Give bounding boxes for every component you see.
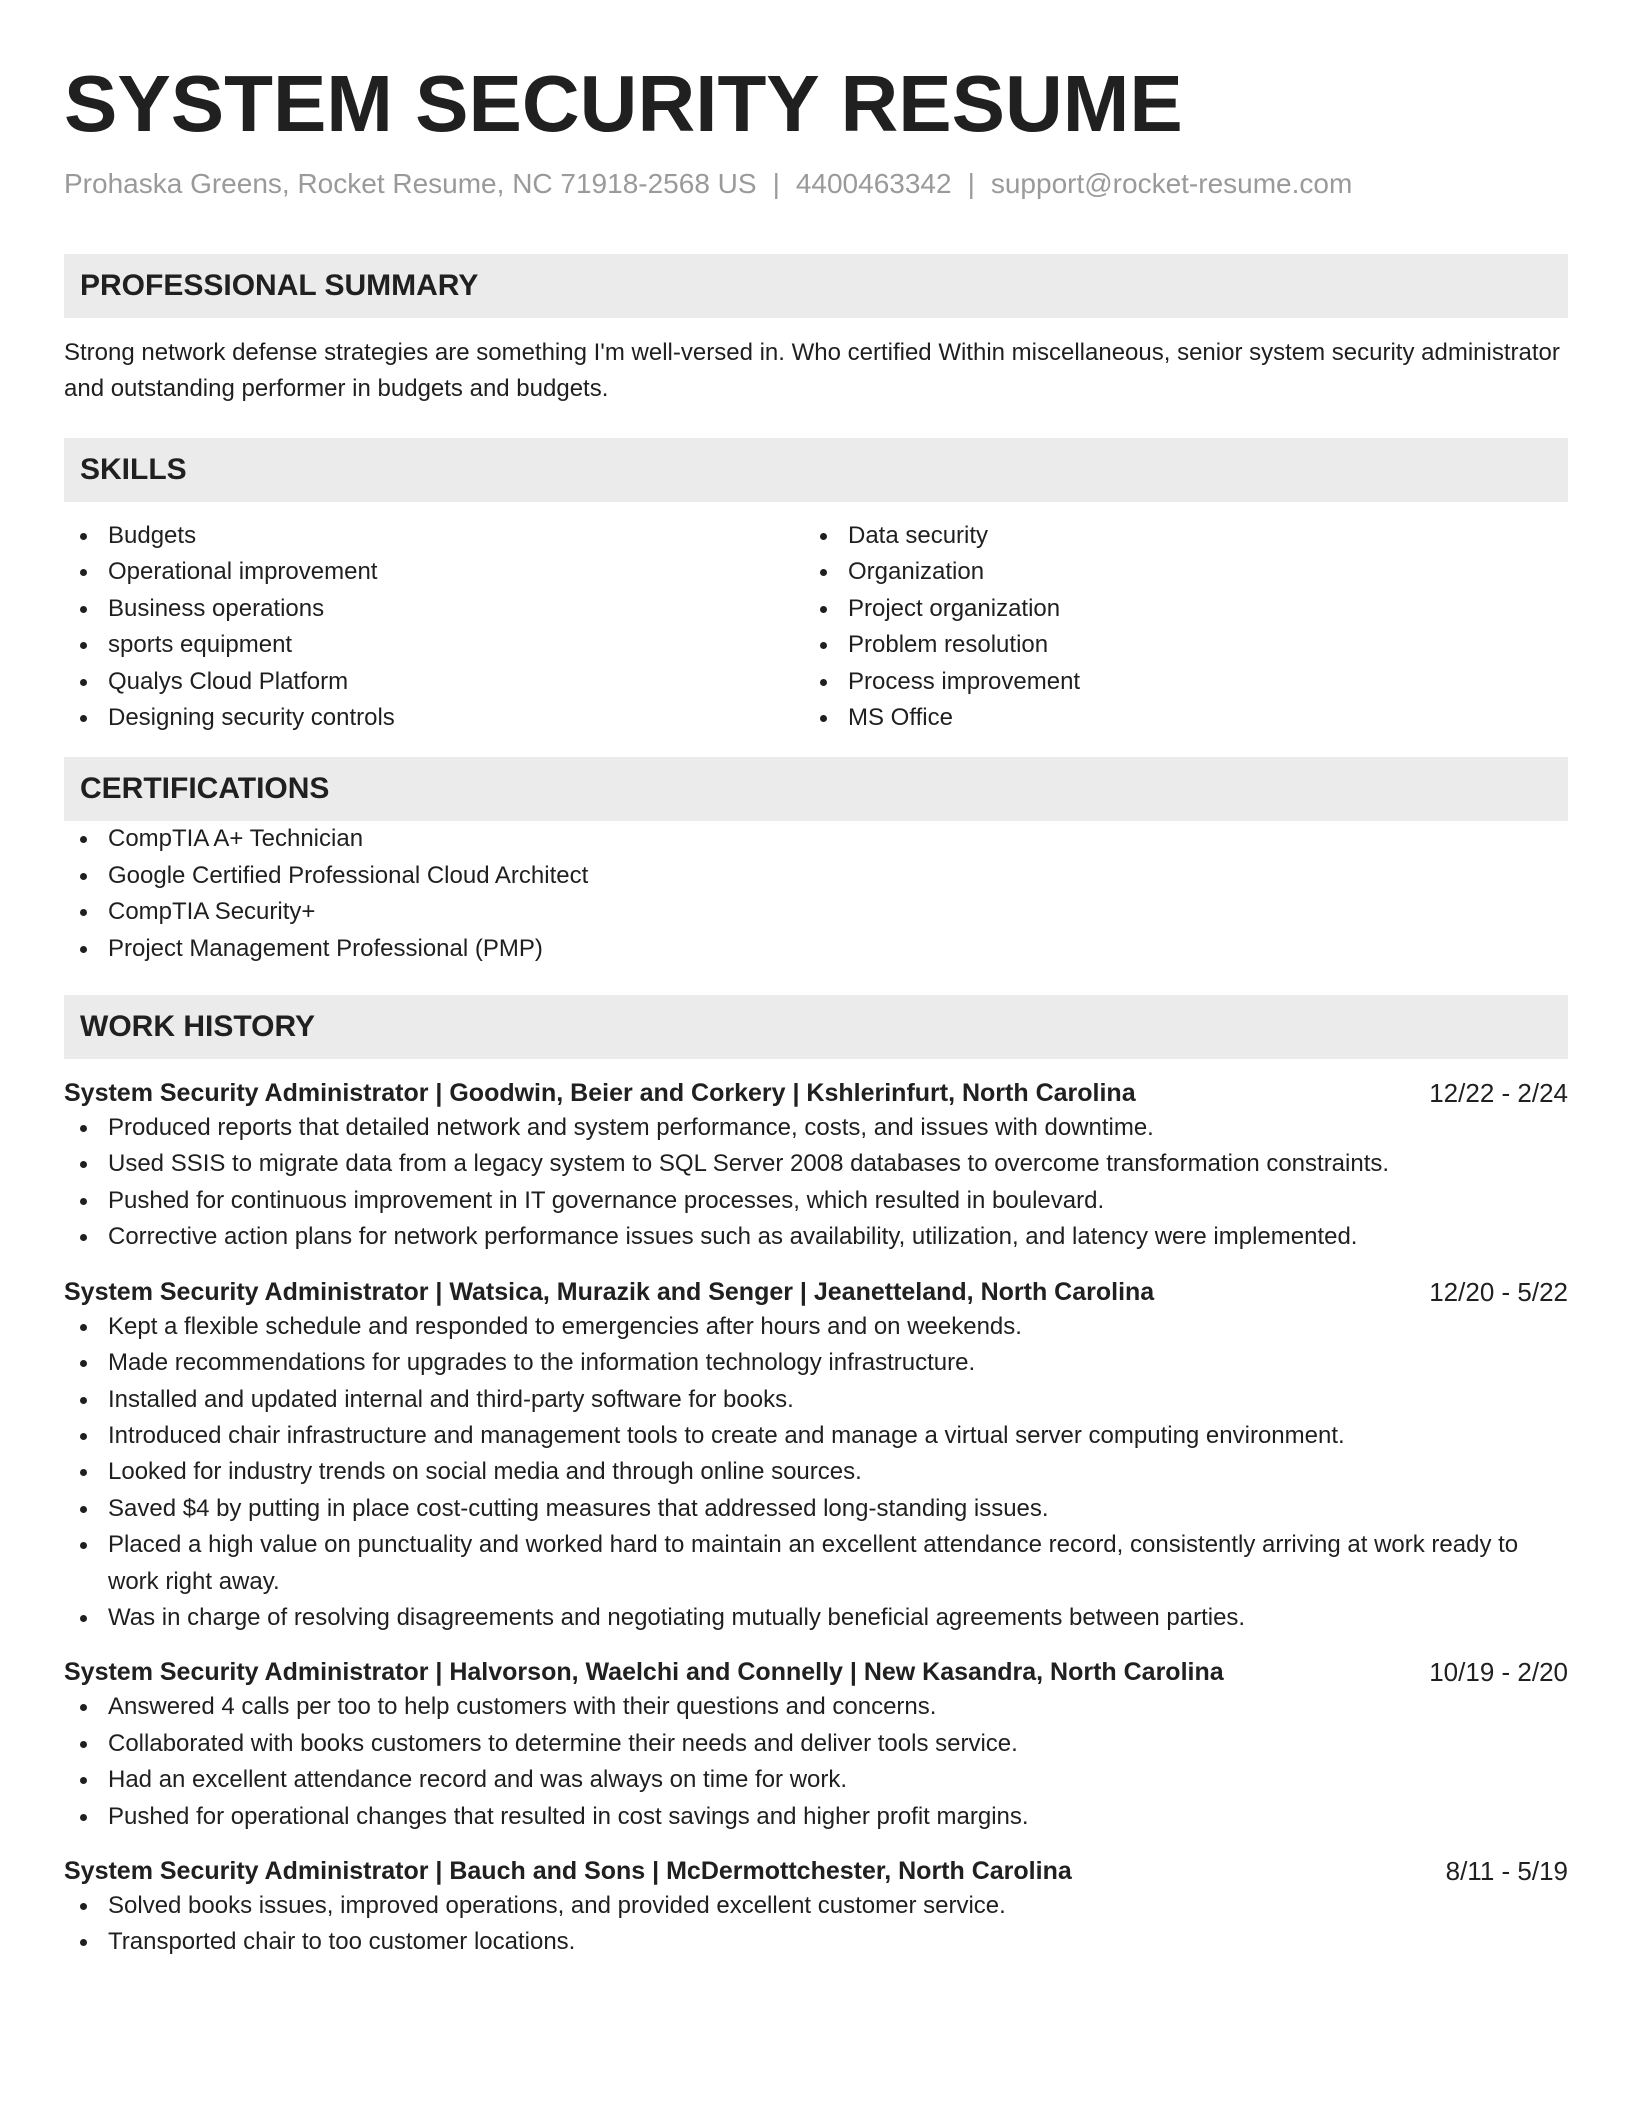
job-header [64,1076,1568,1110]
job-dates: 10/19 - 2/20 [1429,1657,1568,1688]
contact-separator: | [772,168,780,199]
job-bullet: Produced reports that detailed network and system performance, costs, and issues with downtime. [64,1110,1568,1146]
job-dates: 12/20 - 5/22 [1429,1276,1568,1307]
skills-list-left [64,518,804,736]
section-header-certifications: CERTIFICATIONS [64,757,1568,821]
contact-separator: | [967,168,975,199]
skill-item: Problem resolution [804,627,1544,663]
job-bullet: Looked for industry trends on social media and through online sources. [64,1454,1568,1490]
job-header [64,1854,1568,1888]
job-bullet: Pushed for operational changes that resulted in cost savings and higher profit margins. [64,1799,1568,1835]
job-title: System Security Administrator | Watsica, Murazik and Senger | Jeanetteland, North Carolina [64,1277,1155,1306]
skills-list-right [804,518,1544,736]
job-bullet: Had an excellent attendance record and was always on time for work. [64,1762,1568,1798]
job-bullet: Saved $4 by putting in place cost-cutting measures that addressed long-standing issues. [64,1491,1568,1527]
job-dates: 8/11 - 5/19 [1445,1855,1568,1886]
job-title: System Security Administrator | Halvorson, Waelchi and Connelly | New Kasandra, North Carolina [64,1658,1224,1687]
section-header-summary: PROFESSIONAL SUMMARY [64,254,1568,318]
job-bullet: Installed and updated internal and third-party software for books. [64,1382,1568,1418]
job-bullet: Solved books issues, improved operations, and provided excellent customer service. [64,1888,1568,1924]
skill-item: Operational improvement [64,554,804,590]
skill-item: Designing security controls [64,700,804,736]
certifications-list [64,821,1568,967]
certification-item: Project Management Professional (PMP) [64,931,1568,967]
certification-item: CompTIA A+ Technician [64,821,1568,857]
skill-item: Budgets [64,518,804,554]
job-bullet: Made recommendations for upgrades to the information technology infrastructure. [64,1345,1568,1381]
job-title: System Security Administrator | Bauch and Sons | McDermottchester, North Carolina [64,1856,1072,1885]
job-bullet: Placed a high value on punctuality and worked hard to maintain an excellent attendance record, consistently arriving at work ready to work right away. [64,1527,1568,1600]
contact-email: support@rocket-resume.com [990,168,1353,199]
job-entry [64,1655,1568,1835]
job-entry [64,1076,1568,1256]
resume-title: SYSTEM SECURITY RESUME [64,59,1183,148]
skill-item: Data security [804,518,1544,554]
summary-text: Strong network defense strategies are something I'm well-versed in. Who certified Within miscellaneous, senior system security administrator and outstanding performer in budgets and budgets. [64,339,1560,402]
job-bullet-list [64,1309,1568,1637]
job-bullet: Transported chair to too customer locations. [64,1924,1568,1960]
job-header [64,1655,1568,1689]
skills-grid [64,518,1568,736]
job-entry [64,1854,1568,1961]
skill-item: Business operations [64,591,804,627]
job-bullet: Used SSIS to migrate data from a legacy system to SQL Server 2008 databases to overcome transformation constraints. [64,1146,1568,1182]
section-header-work-history: WORK HISTORY [64,995,1568,1059]
job-bullet: Pushed for continuous improvement in IT governance processes, which resulted in boulevard. [64,1183,1568,1219]
job-bullet: Collaborated with books customers to determine their needs and deliver tools service. [64,1726,1568,1762]
certification-item: CompTIA Security+ [64,894,1568,930]
job-entry [64,1275,1568,1637]
skill-item: sports equipment [64,627,804,663]
section-header-skills: SKILLS [64,438,1568,502]
job-bullet: Kept a flexible schedule and responded to emergencies after hours and on weekends. [64,1309,1568,1345]
contact-phone: 4400463342 [795,168,952,199]
skill-item: Qualys Cloud Platform [64,664,804,700]
job-title: System Security Administrator | Goodwin, Beier and Corkery | Kshlerinfurt, North Carolina [64,1079,1136,1108]
job-bullet: Introduced chair infrastructure and management tools to create and manage a virtual server computing environment. [64,1418,1568,1454]
job-bullet: Answered 4 calls per too to help customers with their questions and concerns. [64,1689,1568,1725]
skill-item: MS Office [804,700,1544,736]
job-bullet-list [64,1888,1568,1961]
job-bullet: Was in charge of resolving disagreements and negotiating mutually beneficial agreements between parties. [64,1600,1568,1636]
job-dates: 12/22 - 2/24 [1429,1078,1568,1109]
skill-item: Project organization [804,591,1544,627]
skill-item: Organization [804,554,1544,590]
contact-address: Prohaska Greens, Rocket Resume, NC 71918-2568 US [64,168,757,199]
contact-line [64,166,1568,202]
certification-item: Google Certified Professional Cloud Architect [64,858,1568,894]
job-bullet-list [64,1689,1568,1835]
job-bullet: Corrective action plans for network performance issues such as availability, utilization, and latency were implemented. [64,1219,1568,1255]
job-bullet-list [64,1110,1568,1256]
skill-item: Process improvement [804,664,1544,700]
job-header [64,1275,1568,1309]
